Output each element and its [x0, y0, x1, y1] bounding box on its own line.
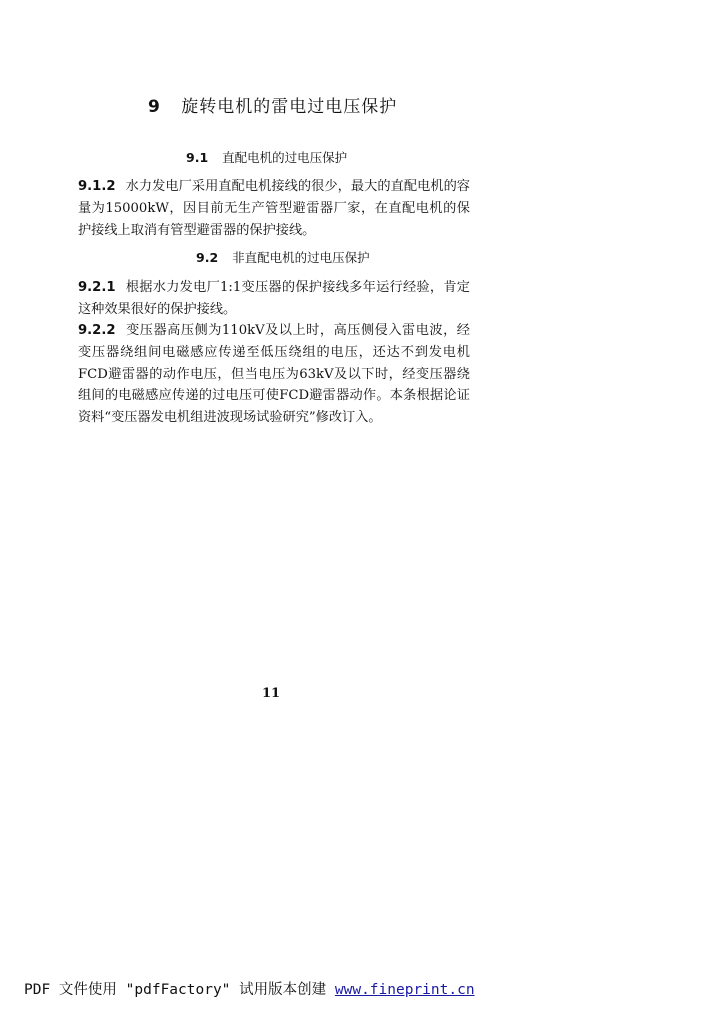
clause-text: 水力发电厂采用直配电机接线的很少，最大的直配电机的容量为15000kW，因目前无生产管型避雷器厂家，在直配电机的保护接线上取消有管型避雷器的保护接线。 — [78, 179, 470, 238]
chapter-number: 9 — [148, 97, 161, 117]
section-title-text: 非直配电机的过电压保护 — [232, 250, 370, 265]
clause-text: 变压器高压侧为110kV及以上时，高压侧侵入雷电波，经变压器绕组间电磁感应传递至低压绕组的电压，还达不到发电机FCD避雷器的动作电压，但当电压为63kV及以下时，经变压器绕组间的电磁感应传递的过电压可使FCD避雷器动作。本条根据论证资料“变压器发电机组进波现场试验研究”修改订入。 — [78, 323, 470, 426]
section-title-text: 直配电机的过电压保护 — [222, 150, 348, 165]
clause-number: 9.2.1 — [78, 280, 116, 295]
chapter-title — [148, 92, 397, 117]
chapter-title-text: 旋转电机的雷电过电压保护 — [181, 97, 398, 117]
section-heading — [186, 148, 347, 166]
clause-paragraph — [78, 277, 470, 321]
section-number: 9.2 — [196, 250, 219, 265]
section-heading — [196, 248, 370, 266]
footer-text: PDF 文件使用 "pdfFactory" 试用版本创建 — [24, 982, 327, 998]
clause-number: 9.2.2 — [78, 323, 116, 338]
clause-text: 根据水力发电厂1:1变压器的保护接线多年运行经验，肯定这种效果很好的保护接线。 — [78, 280, 470, 317]
section-number: 9.1 — [186, 150, 209, 165]
clause-paragraph — [78, 176, 470, 241]
clause-paragraph — [78, 320, 470, 429]
clause-number: 9.1.2 — [78, 179, 116, 194]
footer-link[interactable]: www.fineprint.cn — [334, 982, 475, 998]
pdf-footer — [24, 978, 475, 999]
page-number: 11 — [262, 686, 281, 701]
